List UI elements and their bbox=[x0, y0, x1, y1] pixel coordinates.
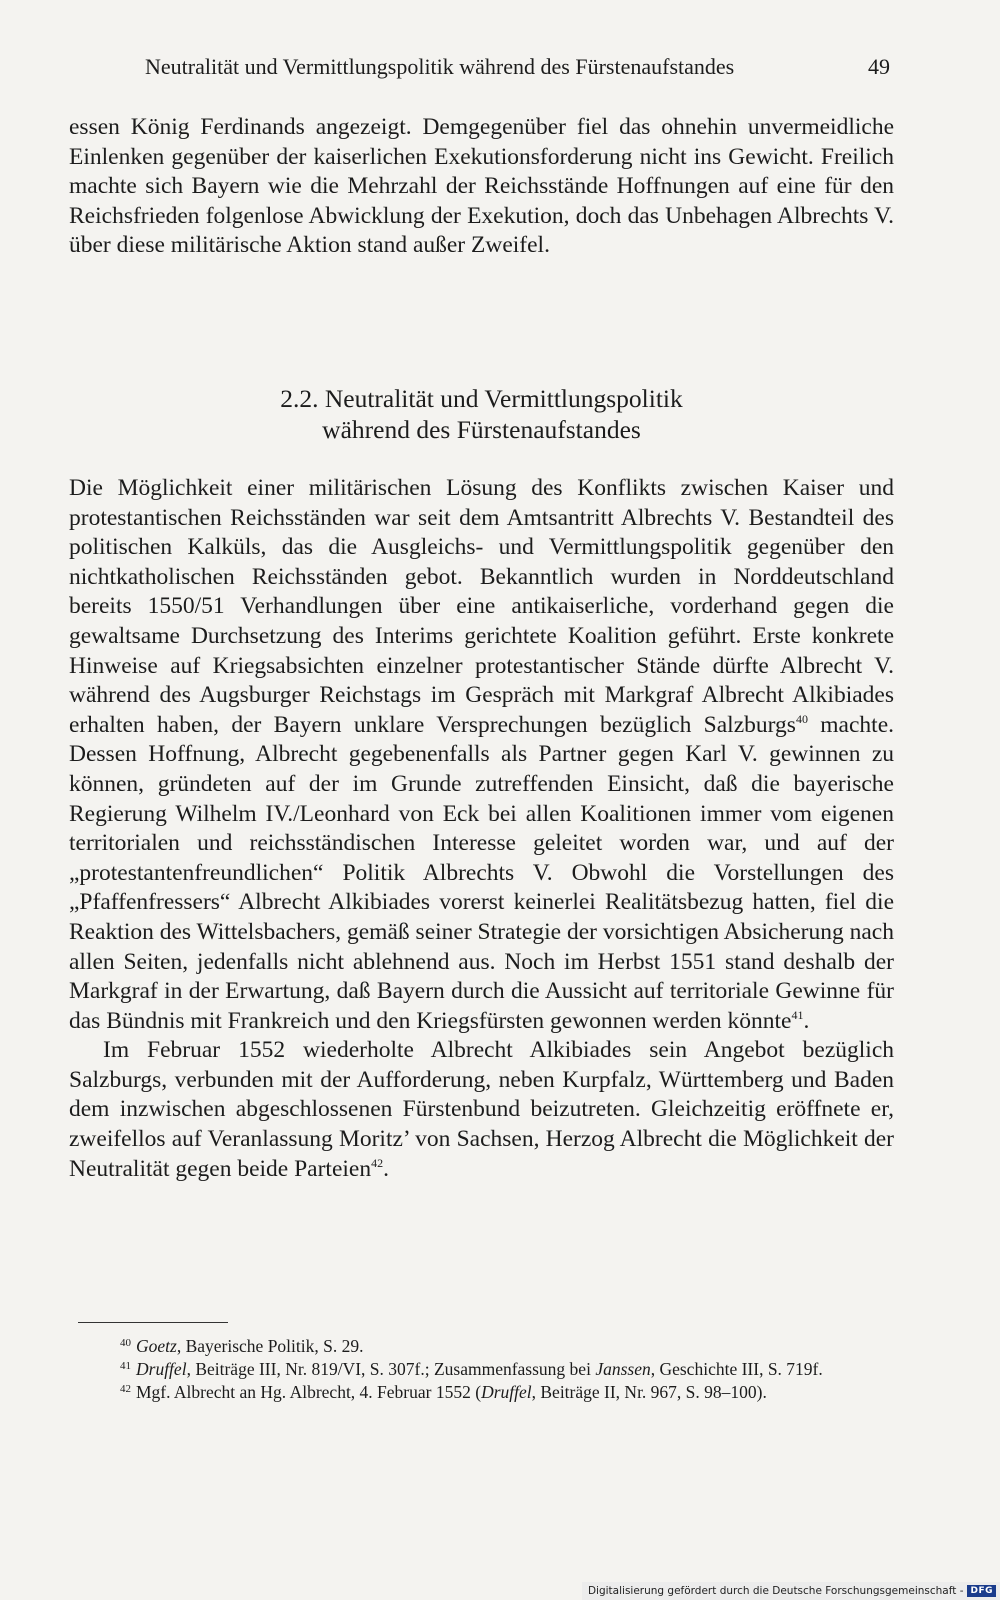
running-head bbox=[145, 52, 890, 82]
section-paragraph-2 bbox=[69, 1036, 894, 1184]
paragraph-2-text-b: . bbox=[383, 1155, 389, 1182]
section-heading-line2: während des Fürstenaufstandes bbox=[322, 415, 641, 444]
footnote-text: Mgf. Albrecht an Hg. Albrecht, 4. Februar 1552 ( bbox=[136, 1382, 482, 1402]
paragraph-2-text-a: Im Februar 1552 wiederholte Albrecht Alkibiades sein Angebot bezüglich Salzburgs, verbunden mit der Aufforderung, neben Kurpfalz, Württemberg und Baden dem inzwischen abgeschlossenen Fürstenbund beizutreten. Gleichzeitig eröffnete er, zweifellos auf Veranlassung Moritz’ von Sachsen, Herzog Albrecht die Möglichkeit der Neutralität gegen beide Parteien bbox=[69, 1037, 894, 1182]
footnote-author: Janssen bbox=[595, 1359, 651, 1379]
section-heading-line1: 2.2. Neutralität und Vermittlungspolitik bbox=[280, 384, 683, 413]
page-number: 49 bbox=[868, 54, 890, 79]
footnote-number: 41 bbox=[120, 1360, 131, 1372]
footnote-number: 42 bbox=[120, 1383, 131, 1395]
section-heading bbox=[69, 383, 894, 445]
footnote-author: Druffel bbox=[481, 1382, 532, 1402]
footnote-41 bbox=[78, 1358, 896, 1381]
footnote-text: , Beiträge II, Nr. 967, S. 98–100). bbox=[531, 1382, 767, 1402]
footnote-42 bbox=[78, 1381, 896, 1404]
footnote-40 bbox=[78, 1335, 896, 1358]
running-head-title: Neutralität und Vermittlungspolitik während des Fürstenaufstandes bbox=[145, 54, 735, 79]
paragraph-1-text-b: machte. Dessen Hoffnung, Albrecht gegebenenfalls als Partner gegen Karl V. gewinnen zu können, gründeten auf der im Grunde zutreffenden Einsicht, daß die bayerische Regierung Wilhelm IV./Leonhard von Eck bei allen Koalitionen immer vom eigenen territorialen und reichsständischen Interesse geleitet worden war, und auf der „protestantenfreundlichen“ Politik Albrechts V. Obwohl die Vorstellungen des „Pfaffenfressers“ Albrecht Alkibiades vorerst keinerlei Realitätsbezug hatten, fiel die Reaktion des Wittelsbachers, gemäß seiner Strategie der vorsichtigen Absicherung nach allen Seiten, jedenfalls nicht ablehnend aus. Noch im Herbst 1551 stand deshalb der Markgraf in der Erwartung, daß Bayern durch die Aussicht auf territoriale Gewinne für das Bündnis mit Frankreich und den Kriegsfürsten gewonnen werden könnte bbox=[69, 711, 894, 1034]
paragraph-1-text-c: . bbox=[803, 1007, 810, 1034]
footnote-number: 40 bbox=[120, 1337, 131, 1349]
footnote-ref-41[interactable]: 41 bbox=[791, 1007, 804, 1022]
footnote-text: , Beiträge III, Nr. 819/VI, S. 307f.; Zusammenfassung bei bbox=[186, 1359, 596, 1379]
footnote-divider bbox=[78, 1322, 228, 1323]
footnote-text: , Bayerische Politik, S. 29. bbox=[176, 1336, 364, 1356]
footnote-text: , Geschichte III, S. 719f. bbox=[650, 1359, 823, 1379]
dfg-logo-icon[interactable]: DFG bbox=[967, 1585, 996, 1597]
section-paragraph-1 bbox=[69, 474, 894, 1036]
footnote-author: Druffel bbox=[136, 1359, 187, 1379]
footnote-author: Goetz bbox=[136, 1336, 177, 1356]
footnote-ref-40[interactable]: 40 bbox=[795, 711, 808, 726]
section-body bbox=[69, 474, 894, 1184]
digitization-footer bbox=[582, 1582, 1000, 1600]
footnote-ref-42[interactable]: 42 bbox=[371, 1155, 384, 1170]
paragraph-1-text-a: Die Möglichkeit einer militärischen Lösung des Konflikts zwischen Kaiser und protestantischen Reichsständen war seit dem Amtsantritt Albrechts V. Bestandteil des politischen Kalküls, das die Ausgleichs- und Vermittlungspolitik gegenüber den nichtkatholischen Reichsständen gebot. Bekanntlich wurden in Norddeutschland bereits 1550/51 Verhandlungen über eine antikaiserliche, vorderhand gegen die gewaltsame Durchsetzung des Interims gerichtete Koalition geführt. Erste konkrete Hinweise auf Kriegsabsichten einzelner protestantischer Stände dürfte Albrecht V. während des Augsburger Reichstags im Gespräch mit Markgraf Albrecht Alkibiades erhalten haben, der Bayern unklare Versprechungen bezüglich Salzburgs bbox=[69, 475, 894, 738]
footnotes bbox=[78, 1335, 896, 1404]
footer-text: Digitalisierung gefördert durch die Deutsche Forschungsgemeinschaft - bbox=[587, 1585, 964, 1597]
intro-paragraph: essen König Ferdinands angezeigt. Demgegenüber fiel das ohnehin unvermeidliche Einlenken gegenüber der kaiserlichen Exekutionsforderung nicht ins Gewicht. Freilich machte sich Bayern wie die Mehrzahl der Reichsstände Hoffnungen auf eine für den Reichsfrieden folgenlose Abwicklung der Exekution, doch das Unbehagen Albrechts V. über diese militärische Aktion stand außer Zweifel. bbox=[69, 114, 894, 259]
